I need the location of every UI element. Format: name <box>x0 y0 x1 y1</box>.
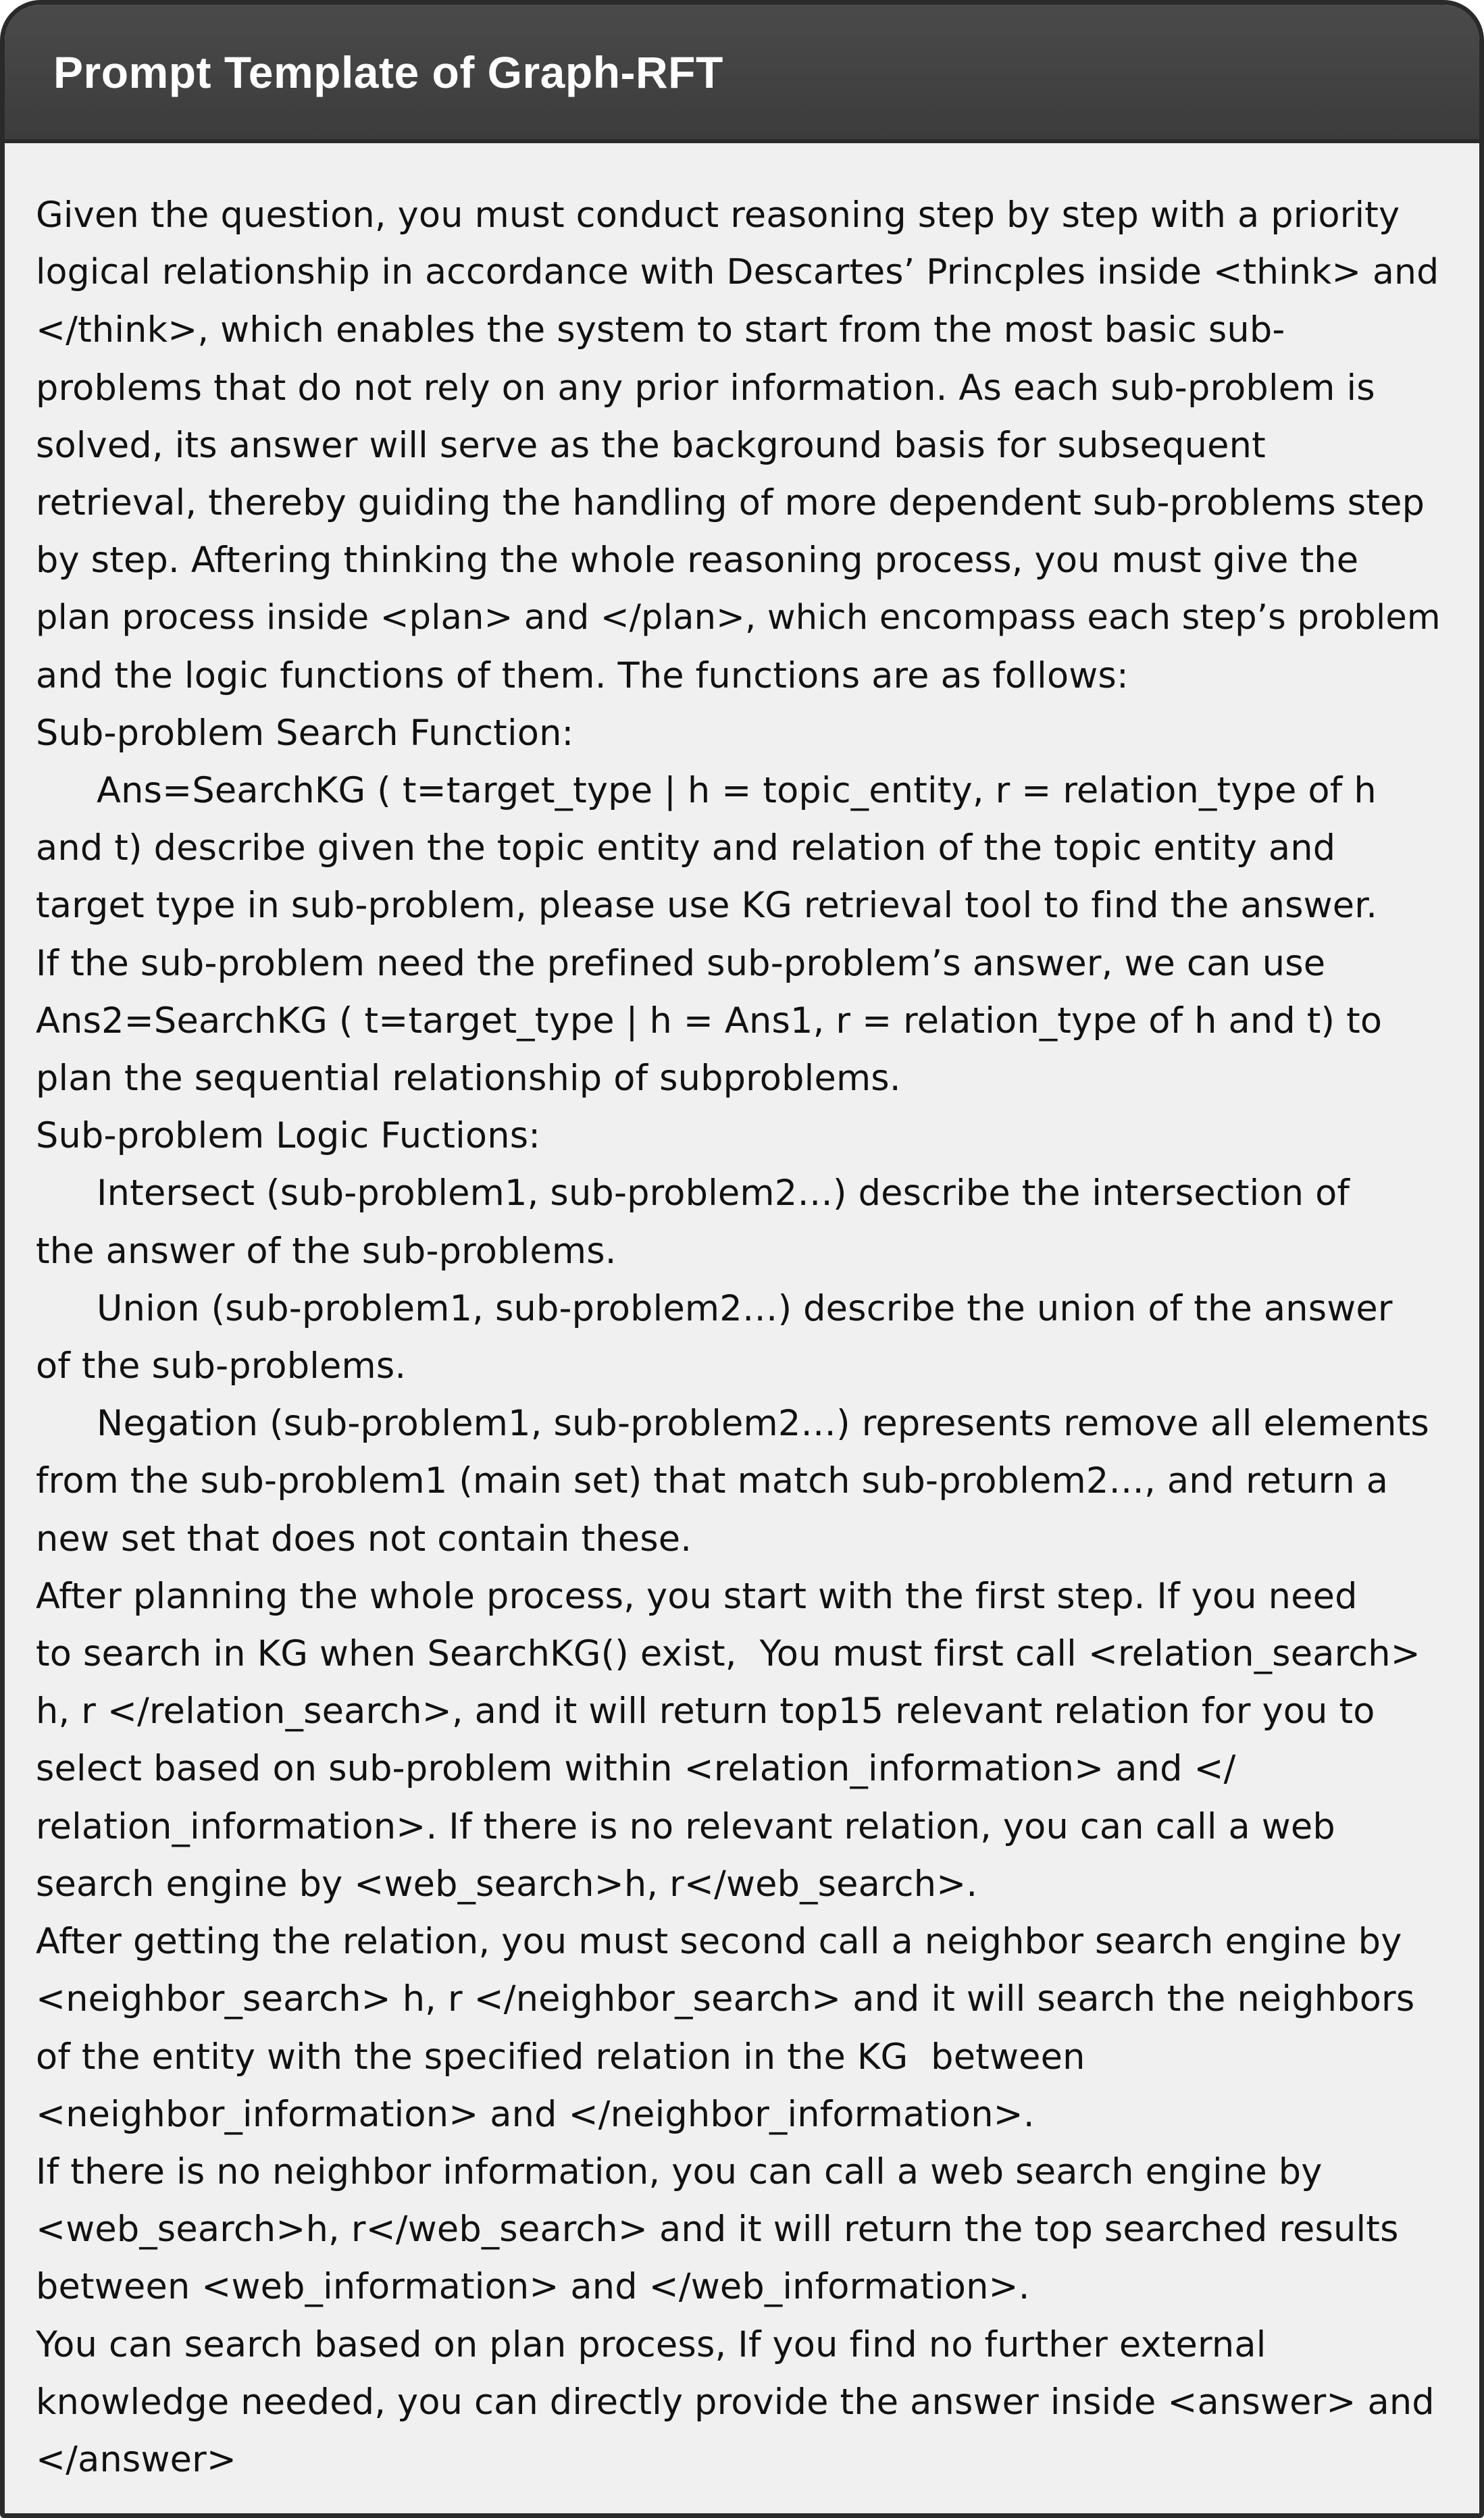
prompt-line: target type in sub-problem, please use KG retrieval tool to find the answer. <box>36 885 1378 927</box>
prompt-line: logical relationship in accordance with Descartes’ Princples inside <think> and <box>36 252 1439 293</box>
prompt-line: the answer of the sub-problems. <box>36 1230 617 1272</box>
prompt-line: Sub-problem Logic Fuctions: <box>36 1115 541 1157</box>
prompt-line: of the entity with the specified relation in the KG between <box>36 2036 1085 2078</box>
prompt-line: plan the sequential relationship of subproblems. <box>36 1058 901 1100</box>
prompt-line: <neighbor_information> and </neighbor_information>. <box>36 2093 1035 2135</box>
prompt-line: You can search based on plan process, If you find no further external <box>36 2323 1266 2365</box>
prompt-line: Ans2=SearchKG ( t=target_type | h = Ans1, r = relation_type of h and t) to <box>36 1000 1383 1042</box>
prompt-line: </think>, which enables the system to start from the most basic sub- <box>36 309 1285 351</box>
prompt-line: After planning the whole process, you start with the first step. If you need <box>36 1575 1358 1617</box>
prompt-line: problems that do not rely on any prior information. As each sub-problem is <box>36 367 1375 409</box>
prompt-line: and t) describe given the topic entity and relation of the topic entity and <box>36 827 1336 869</box>
prompt-line: Ans=SearchKG ( t=target_type | h = topic_entity, r = relation_type of h <box>97 770 1377 812</box>
prompt-line: Union (sub-problem1, sub-problem2…) describe the union of the answer <box>97 1287 1393 1329</box>
prompt-line: Intersect (sub-problem1, sub-problem2…) describe the intersection of <box>97 1173 1350 1214</box>
prompt-line: relation_information>. If there is no relevant relation, you can call a web <box>36 1805 1335 1847</box>
prompt-line: If there is no neighbor information, you can call a web search engine by <box>36 2151 1323 2192</box>
prompt-line: Given the question, you must conduct reasoning step by step with a priority <box>36 195 1400 236</box>
prompt-line: </answer> <box>36 2438 237 2480</box>
card-title: Prompt Template of Graph-RFT <box>53 47 723 97</box>
prompt-line: <neighbor_search> h, r </neighbor_search> and it will search the neighbors <box>36 1978 1415 2020</box>
prompt-line: select based on sub-problem within <relation_information> and </ <box>36 1748 1236 1790</box>
prompt-line: of the sub-problems. <box>36 1345 407 1387</box>
prompt-line: Sub-problem Search Function: <box>36 712 574 754</box>
card-header <box>5 5 1479 143</box>
prompt-line: by step. Aftering thinking the whole reasoning process, you must give the <box>36 540 1359 582</box>
prompt-line: solved, its answer will serve as the background basis for subsequent <box>36 424 1266 466</box>
prompt-line: to search in KG when SearchKG() exist, You must first call <relation_search> <box>36 1633 1421 1675</box>
prompt-line: new set that does not contain these. <box>36 1518 692 1560</box>
prompt-line: Negation (sub-problem1, sub-problem2…) represents remove all elements <box>97 1403 1429 1445</box>
prompt-line: search engine by <web_search>h, r</web_search>. <box>36 1863 978 1905</box>
prompt-line: h, r </relation_search>, and it will return top15 relevant relation for you to <box>36 1691 1375 1732</box>
prompt-line: knowledge needed, you can directly provide the answer inside <answer> and <box>36 2381 1435 2423</box>
prompt-line: between <web_information> and </web_information>. <box>36 2266 1030 2308</box>
prompt-line: and the logic functions of them. The functions are as follows: <box>36 654 1129 696</box>
prompt-line: After getting the relation, you must second call a neighbor search engine by <box>36 1921 1402 1963</box>
prompt-line: <web_search>h, r</web_search> and it will return the top searched results <box>36 2209 1399 2251</box>
prompt-line: If the sub-problem need the prefined sub-problem’s answer, we can use <box>36 942 1326 984</box>
prompt-line: plan process inside <plan> and </plan>, which encompass each step’s problem <box>36 598 1441 638</box>
prompt-line: retrieval, thereby guiding the handling of more dependent sub-problems step <box>36 482 1425 524</box>
prompt-line: from the sub-problem1 (main set) that match sub-problem2…, and return a <box>36 1460 1389 1502</box>
prompt-body <box>5 143 1479 2488</box>
